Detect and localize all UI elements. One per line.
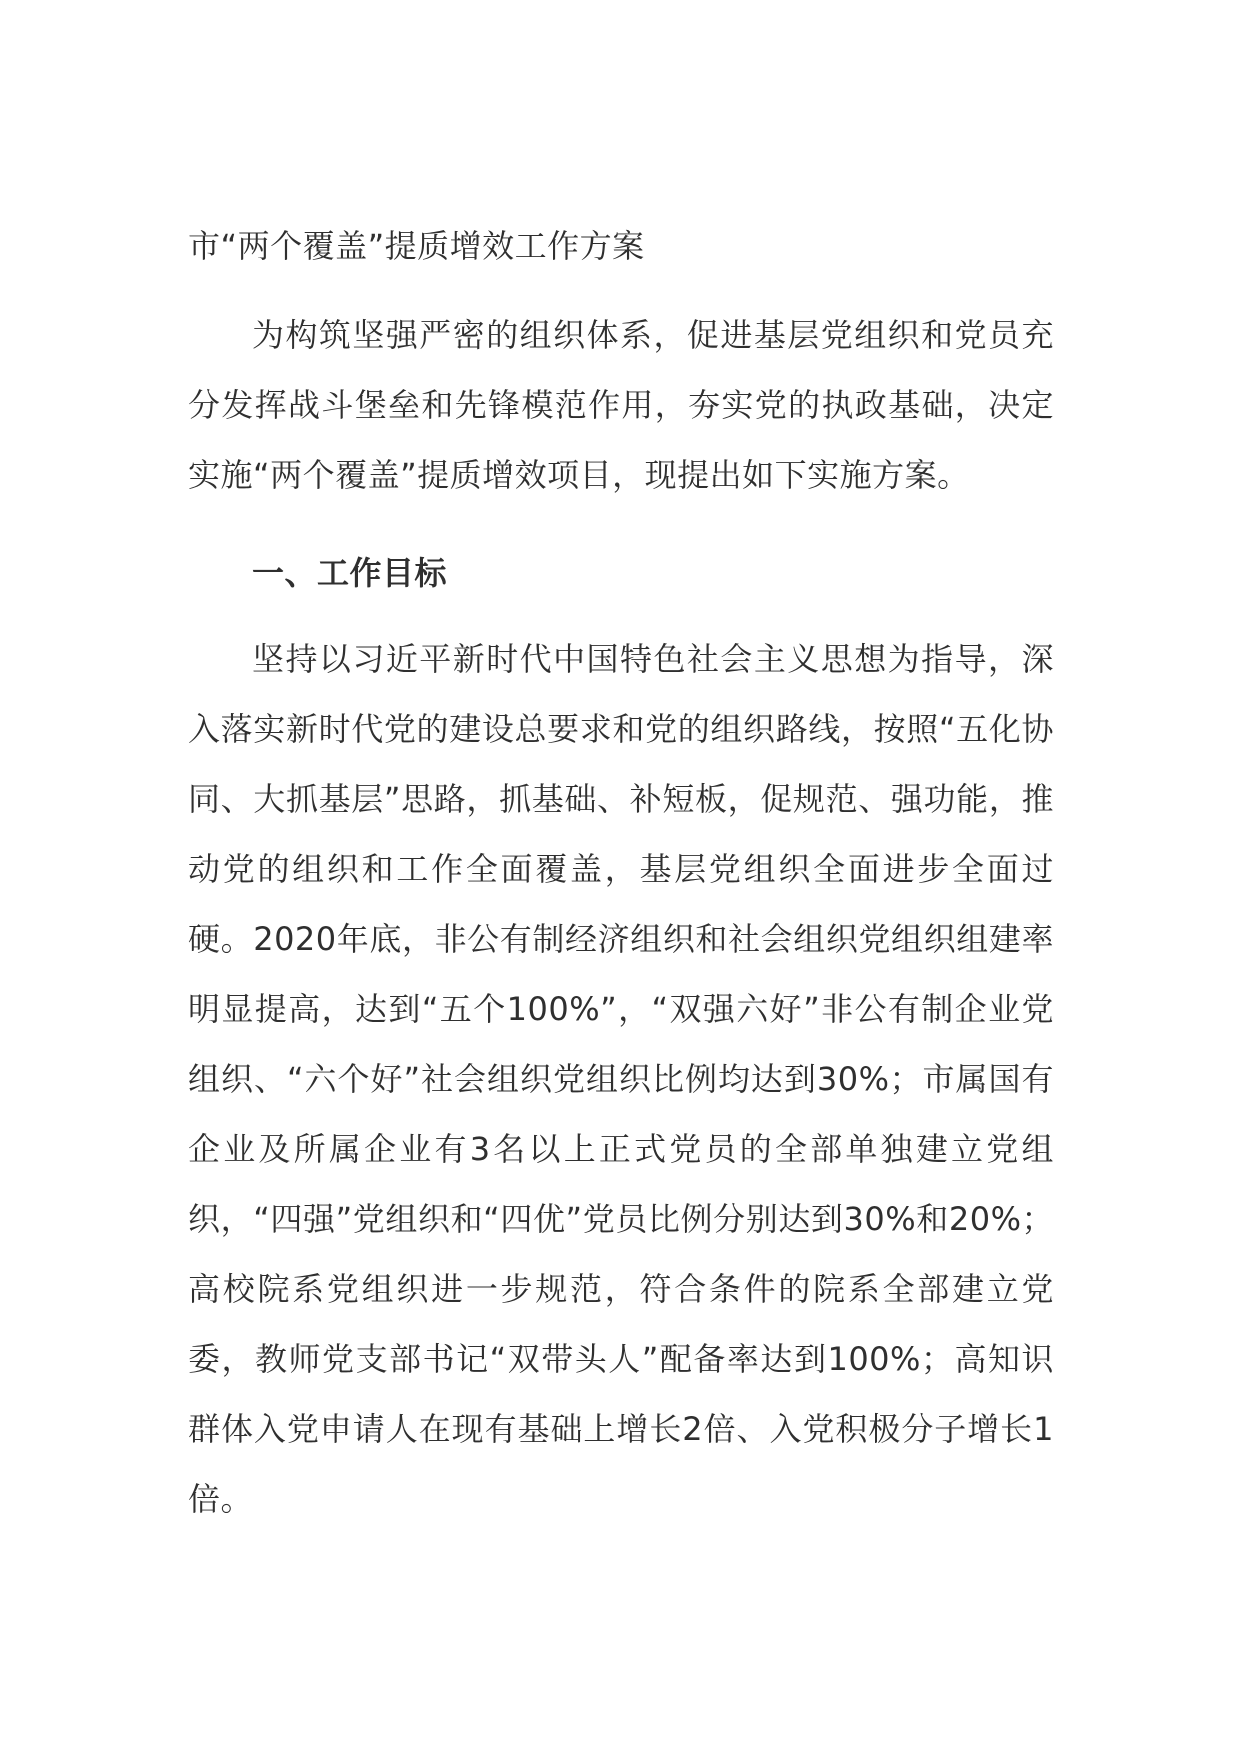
document-title: 市“两个覆盖”提质增效工作方案 <box>188 227 645 265</box>
intro-paragraph: 为构筑坚强严密的组织体系，促进基层党组织和党员充分发挥战斗堡垒和先锋模范作用，夯实党的执政基础，决定实施“两个覆盖”提质增效项目，现提出如下实施方案。 <box>188 316 1054 494</box>
document-content <box>188 214 1054 1534</box>
goal-paragraph: 坚持以习近平新时代中国特色社会主义思想为指导，深入落实新时代党的建设总要求和党的组织路线，按照“五化协同、大抓基层”思路，抓基础、补短板，促规范、强功能，推动党的组织和工作全面覆盖，基层党组织全面进步全面过硬。2020年底，非公有制经济组织和社会组织党组织组建率明显提高，达到“五个100%”，“双强六好”非公有制企业党组织、“六个好”社会组织党组织比例均达到30%；市属国有企业及所属企业有3名以上正式党员的全部单独建立党组织，“四强”党组织和“四优”党员比例分别达到30%和20%；高校院系党组织进一步规范，符合条件的院系全部建立党委，教师党支部书记“双带头人”配备率达到100%；高知识群体入党申请人在现有基础上增长2倍、入党积极分子增长1倍。 <box>188 640 1054 1518</box>
section-heading: 一、工作目标 <box>252 554 448 592</box>
